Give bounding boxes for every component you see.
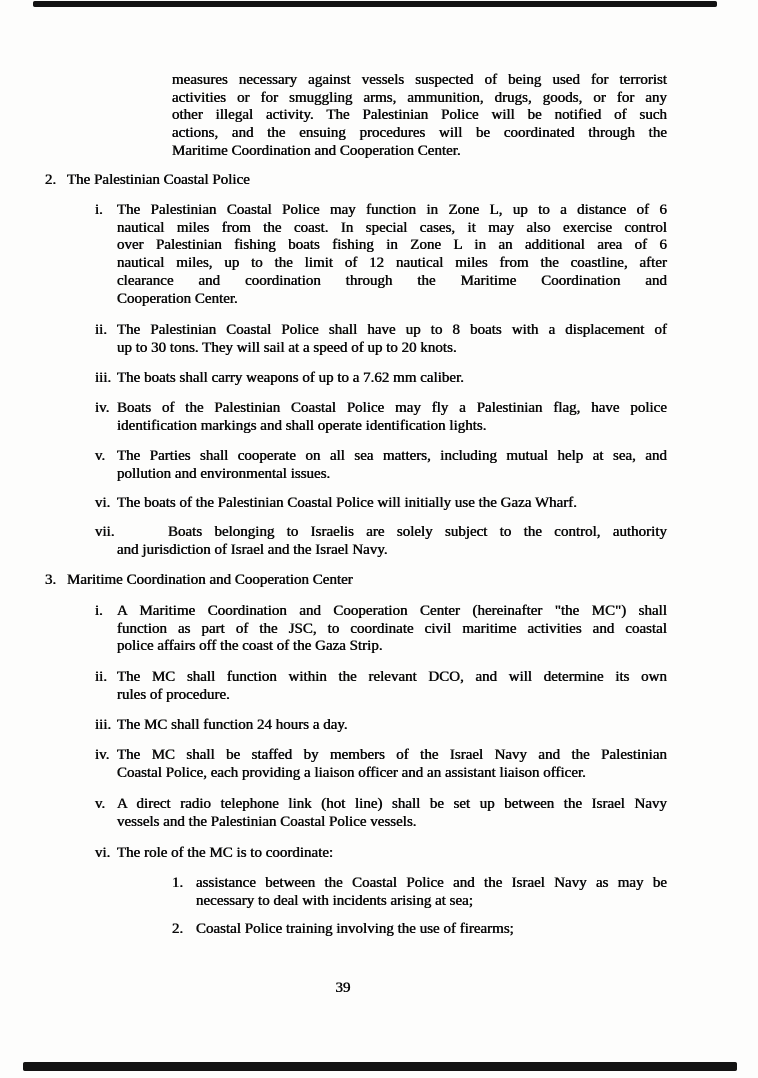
text-line: Maritime Coordination and Cooperation Center.: [172, 142, 461, 159]
text-line: A direct radio telephone link (hot line) shall be set up between the Israel Navy: [117, 796, 667, 812]
text-line: The boats shall carry weapons of up to a 7.62 mm caliber.: [117, 370, 464, 386]
text-line: nautical miles, up to the limit of 12 nautical miles from the coastline, after: [117, 255, 667, 272]
list-item-2-iv: [95, 400, 667, 435]
section-title: The Palestinian Coastal Police: [67, 172, 250, 188]
list-item-3-iv: [95, 747, 667, 782]
text-line: The MC shall be staffed by members of the Israel Navy and the Palestinian: [117, 747, 667, 763]
list-item-2-ii: [95, 322, 667, 357]
text-line: actions, and the ensuing procedures will be coordinated through the: [172, 125, 667, 142]
item-marker: iii.: [95, 717, 112, 733]
sub-item-2: [172, 921, 667, 939]
text-line: Coastal Police, each providing a liaison officer and an assistant liaison officer.: [117, 764, 586, 781]
text-line: The Palestinian Coastal Police shall have up to 8 boats with a displacement of: [117, 322, 667, 338]
text-line: over Palestinian fishing boats fishing in Zone L in an additional area of 6: [117, 237, 667, 254]
item-marker: 1.: [172, 875, 184, 891]
item-marker: ii.: [95, 669, 108, 685]
text-line: vessels and the Palestinian Coastal Police vessels.: [117, 813, 417, 830]
page-number: 39: [335, 980, 351, 996]
list-item-3-vi: [95, 845, 667, 863]
list-item-2-v: [95, 448, 667, 483]
section-number: 2.: [45, 172, 57, 188]
text-line: necessary to deal with incidents arising at sea;: [196, 892, 473, 909]
text-line: other illegal activity. The Palestinian Police will be notified of such: [172, 107, 667, 124]
list-item-2-vi: [95, 495, 667, 513]
text-line: up to 30 tons. They will sail at a speed of up to 20 knots.: [117, 339, 457, 356]
text-line: The role of the MC is to coordinate:: [117, 845, 334, 861]
item-marker: ii.: [95, 322, 108, 338]
text-line: The MC shall function within the relevant DCO, and will determine its own: [117, 669, 667, 685]
text-line: pollution and environmental issues.: [117, 465, 331, 482]
text-line: assistance between the Coastal Police and the Israel Navy as may be: [196, 875, 667, 891]
text-line: clearance and coordination through the Maritime Coordination and: [117, 272, 667, 289]
section-heading-3: [45, 572, 353, 590]
item-marker: vi.: [95, 845, 111, 861]
text-line: A Maritime Coordination and Cooperation Center (hereinafter "the MC") shall: [117, 603, 667, 619]
scan-artifact-bottom-bar: [23, 1062, 737, 1071]
list-item-3-v: [95, 796, 667, 831]
list-item-3-i: [95, 603, 667, 656]
section-heading-2: [45, 172, 250, 190]
text-line: nautical miles from the coast. In special cases, it may also exercise control: [117, 219, 667, 236]
text-line: function as part of the JSC, to coordinate civil maritime activities and coastal: [117, 620, 667, 637]
paragraph-continuation: [172, 72, 667, 161]
sub-item-1: [172, 875, 667, 910]
list-item-2-vii: [95, 524, 667, 559]
scan-artifact-top-bar: [33, 1, 717, 7]
list-item-2-i: [95, 202, 667, 308]
item-marker: iii.: [95, 370, 112, 386]
text-line: rules of procedure.: [117, 686, 230, 703]
list-item-3-iii: [95, 717, 667, 735]
text-line: The MC shall function 24 hours a day.: [117, 717, 348, 733]
item-marker: vii.: [95, 524, 115, 540]
item-marker: v.: [95, 796, 106, 812]
list-item-2-iii: [95, 370, 667, 388]
text-line: The boats of the Palestinian Coastal Police will initially use the Gaza Wharf.: [117, 495, 578, 511]
text-line: and jurisdiction of Israel and the Israel Navy.: [117, 541, 388, 558]
item-marker: i.: [95, 603, 103, 619]
item-marker: i.: [95, 202, 103, 218]
text-line: The Palestinian Coastal Police may function in Zone L, up to a distance of 6: [117, 202, 667, 218]
section-number: 3.: [45, 572, 57, 588]
text-line: measures necessary against vessels suspected of being used for terrorist: [172, 72, 667, 88]
text-line: activities or for smuggling arms, ammunition, drugs, goods, or for any: [172, 89, 667, 106]
item-marker: iv.: [95, 747, 110, 763]
text-line: Boats belonging to Israelis are solely subject to the control, authority: [168, 524, 667, 540]
list-item-3-ii: [95, 669, 667, 704]
item-marker: iv.: [95, 400, 110, 416]
text-line: Boats of the Palestinian Coastal Police may fly a Palestinian flag, have police: [117, 400, 667, 416]
section-title: Maritime Coordination and Cooperation Center: [67, 572, 353, 588]
text-line: Cooperation Center.: [117, 290, 238, 307]
item-marker: 2.: [172, 921, 184, 937]
text-line: police affairs off the coast of the Gaza Strip.: [117, 638, 383, 655]
item-marker: vi.: [95, 495, 111, 511]
text-line: identification markings and shall operate identification lights.: [117, 417, 487, 434]
text-line: The Parties shall cooperate on all sea matters, including mutual help at sea, and: [117, 448, 667, 464]
text-line: Coastal Police training involving the use of firearms;: [196, 921, 514, 937]
item-marker: v.: [95, 448, 106, 464]
